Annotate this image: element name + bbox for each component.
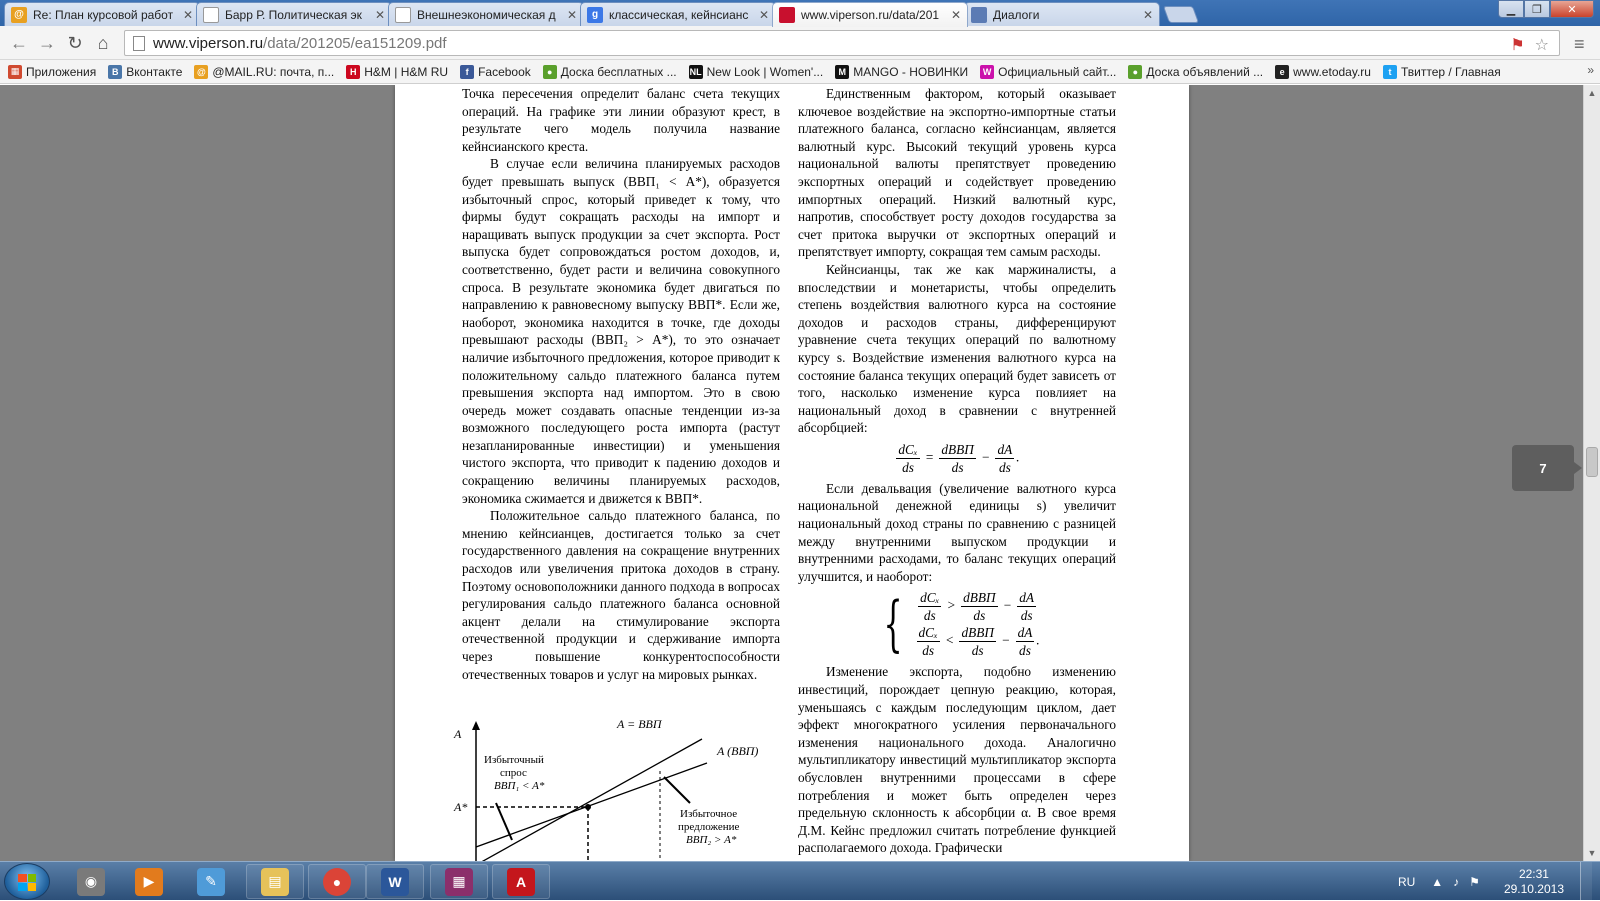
url-host: www.viperson.ru: [153, 34, 264, 52]
bookmark-label: Вконтакте: [126, 64, 183, 79]
label-excess-supply: Избыточное: [680, 808, 738, 820]
taskbar-winrar[interactable]: [430, 864, 488, 899]
bookmark-twitter[interactable]: [1383, 65, 1501, 79]
taskbar-explorer[interactable]: [246, 864, 304, 899]
bookmark-facebook[interactable]: [460, 65, 531, 79]
bookmarks-overflow-icon[interactable]: »: [1587, 63, 1594, 77]
etoday-icon: e: [1275, 65, 1289, 79]
bookmarks-bar: [0, 60, 1600, 84]
bookmark-label: Доска объявлений ...: [1146, 64, 1264, 79]
pdf-viewer: [0, 85, 1600, 861]
equilibrium-point: [585, 804, 591, 810]
formula-denominator: ds: [923, 608, 936, 624]
tab-1[interactable]: [196, 2, 392, 26]
left-column: [462, 85, 780, 683]
bookmark-newlook[interactable]: [689, 65, 824, 79]
formula-numerator: dВВП: [963, 590, 996, 606]
demand-pointer-arrow: [496, 803, 512, 840]
page-number-indicator: 7: [1512, 445, 1574, 491]
paint-icon: ✎: [197, 868, 225, 896]
bookmark-label: H&M | H&M RU: [364, 64, 449, 79]
label-a-of-gdp: A (ВВП): [717, 744, 759, 758]
forward-arrow-icon[interactable]: →: [38, 32, 56, 53]
tab-title: Диалоги: [993, 7, 1040, 22]
mango-icon: M: [835, 65, 849, 79]
bookmark-label: Твиттер / Главная: [1400, 64, 1501, 79]
paragraph: Единственным фактором, который оказывает ключевое воздействие на экспортно-импортные статьи платежного баланса, согласно кейнсианцам, является валютный курс. Высокий текущий уровень курса национальной валюты препятствует проведению экспортных операций и содействует проведению импортных операций. Низкий валютный курс, напротив, способствует росту доходов государства за счет притока выручки от экспортных операций и препятствует импорту, сокращая тем самым расходы.: [798, 86, 1116, 260]
right-column: [798, 85, 1116, 857]
tab-strip: [0, 0, 1600, 26]
label-excess-supply: предложение: [678, 821, 740, 833]
pdf-page: [395, 85, 1189, 861]
mailru-icon: @: [194, 65, 208, 79]
tab-close-icon[interactable]: ✕: [182, 7, 193, 22]
bookmark-label: MANGO - НОВИНКИ: [853, 64, 969, 79]
dialog-favicon-icon: [971, 7, 987, 23]
scroll-down-arrow-icon[interactable]: ▼: [1587, 848, 1597, 858]
translate-flag-icon[interactable]: ⚑: [1510, 37, 1525, 54]
formula-denominator: ds: [973, 608, 986, 624]
itunes-icon: ◉: [77, 868, 105, 896]
tab-5[interactable]: [964, 2, 1160, 26]
clock-date: 29.10.2013: [1503, 881, 1564, 896]
tab-title: Re: План курсовой работ: [33, 7, 174, 22]
formula-period: .: [1036, 632, 1040, 648]
new-tab-button[interactable]: [1163, 6, 1199, 23]
avito-icon: ●: [1128, 65, 1142, 79]
tab-2[interactable]: [388, 2, 584, 26]
formula-period: .: [1016, 449, 1020, 465]
address-bar[interactable]: [124, 30, 1560, 56]
windows-logo-icon: [18, 874, 36, 891]
clock[interactable]: [1504, 867, 1564, 897]
tab-title: классическая, кейнсианс: [609, 7, 749, 22]
bookmark-official[interactable]: [980, 65, 1116, 79]
formula-system: [798, 589, 1116, 659]
home-icon[interactable]: ⌂: [97, 32, 109, 53]
google-favicon-icon: g: [587, 7, 603, 23]
brace-symbol: {: [883, 589, 903, 660]
tab-title: Барр Р. Политическая эк: [225, 7, 362, 22]
bookmark-apps[interactable]: [8, 65, 96, 79]
label-excess-demand: Избыточный: [484, 754, 544, 766]
formula-numerator: dA: [1019, 590, 1035, 606]
acrobat-icon: A: [507, 868, 535, 896]
omnibox-actions: [1510, 35, 1549, 55]
formula-numerator: dВВП: [941, 441, 974, 457]
vk-icon: B: [108, 65, 122, 79]
close-window-button[interactable]: ✕: [1550, 0, 1594, 18]
windows-taskbar: [0, 861, 1600, 900]
formula-operator: −: [1002, 597, 1012, 613]
bookmark-label: New Look | Women'...: [706, 64, 824, 79]
hm-icon: H: [346, 65, 360, 79]
bookmark-label: Доска бесплатных ...: [560, 64, 677, 79]
media-player-icon: ▶: [135, 868, 163, 896]
window-controls: [1498, 0, 1594, 18]
bookmark-label: Официальный сайт...: [998, 64, 1117, 79]
bookmark-board[interactable]: [1128, 65, 1263, 79]
clock-time: 22:31: [1518, 866, 1549, 881]
paragraph: Положительное сальдо платежного баланса, по мнению кейнсианцев, достигается только за счет государственного давления на сокращение внутренних расходов или увеличения притока доходов в страну. Поэтому основоположники данного подхода в вопросах регулирования сальдо платежного баланса основной акцент делали на стимулирование экспорта отечественной продукции и сдерживание импорта через повышение конкурентоспособности отечественных товаров и услуг на мировых рынках.: [462, 508, 780, 682]
page-icon: [133, 36, 145, 51]
reload-icon[interactable]: ↻: [67, 32, 83, 53]
formula-numerator: dCₓ: [920, 590, 940, 606]
bookmark-label: Приложения: [26, 64, 97, 79]
action-center-flag-icon[interactable]: ⚑: [1469, 874, 1480, 889]
bookmark-avito[interactable]: [543, 65, 677, 79]
winrar-icon: ▦: [445, 868, 473, 896]
formula-numerator: dA: [1017, 625, 1033, 641]
taskbar-media-player[interactable]: [120, 864, 178, 899]
label-excess-supply-condition: ВВП₂ > A*: [686, 834, 737, 846]
taskbar-chrome[interactable]: [308, 864, 366, 899]
label-excess-demand-condition: ВВП₁ < A*: [494, 780, 545, 792]
bookmark-etoday[interactable]: [1275, 65, 1371, 79]
tab-close-icon[interactable]: ✕: [374, 7, 385, 22]
show-desktop-button[interactable]: [1580, 862, 1592, 901]
tray-expand-icon[interactable]: ▲: [1431, 874, 1444, 889]
formula-denominator: ds: [998, 459, 1011, 475]
formula-denominator: ds: [951, 459, 964, 475]
start-button[interactable]: [4, 863, 50, 900]
viperson-favicon-icon: [779, 7, 795, 23]
document-favicon-icon: [395, 7, 411, 23]
url-path: /data/201205/ea151209.pdf: [263, 34, 447, 52]
facebook-icon: f: [460, 65, 474, 79]
formula-denominator: ds: [1019, 643, 1031, 659]
formula-operator: =: [925, 449, 935, 465]
paragraph: Изменение экспорта, подобно изменению инвестиций, порождает цепную реакцию, которая, уменьшаясь с каждым последующим циклом, дает эффект многократного усиления первоначального изменения национального дохода. Аналогично мультипликатору инвестиций мультипликатор экспорта обусловлен внутренними процессами в сфере потребления и может быть определен через предельную склонность к абсорбции α. В свое время Д.М. Кейнс предложил считать потребление функцией располагаемого дохода. Графически: [798, 664, 1116, 856]
tab-title: www.viperson.ru/data/201: [801, 8, 940, 22]
axis-label-astar: A*: [454, 800, 468, 814]
supply-pointer-arrow: [664, 777, 690, 803]
tab-close-icon[interactable]: ✕: [950, 8, 961, 22]
formula-denominator: ds: [902, 459, 914, 475]
avito-icon: ●: [543, 65, 557, 79]
formula-operator: >: [946, 597, 956, 613]
taskbar-paint[interactable]: [182, 864, 240, 899]
twitter-icon: t: [1383, 65, 1397, 79]
tab-0[interactable]: [4, 2, 200, 26]
formula-current-account: [798, 441, 1116, 476]
formula-operator: −: [1001, 632, 1011, 648]
bookmark-star-icon[interactable]: ☆: [1534, 37, 1549, 54]
document-favicon-icon: [203, 7, 219, 23]
formula-denominator: ds: [922, 643, 935, 659]
tab-3[interactable]: [580, 2, 776, 26]
formula-numerator: dA: [997, 441, 1013, 457]
paragraph: Если девальвация (увеличение валютного курса национальной денежной единицы s) увеличит национальный доход страны по сравнению с разницей между внутренними выпуском продукции и внутренними расходами, то баланс текущих операций улучшится, и наоборот:: [798, 480, 1116, 584]
formula-denominator: ds: [1020, 608, 1033, 624]
minimize-button[interactable]: ▁: [1498, 0, 1524, 18]
tab-title: Внешнеэкономическая д: [417, 7, 556, 22]
formula-operator: <: [945, 632, 955, 648]
system-tray: [1398, 862, 1592, 901]
scrollbar-thumb[interactable]: [1586, 447, 1598, 477]
formula-numerator: dCₓ: [898, 441, 918, 457]
formula-numerator: dВВП: [961, 625, 994, 641]
volume-icon[interactable]: ♪: [1453, 874, 1460, 889]
formula-numerator: dCₓ: [918, 625, 938, 641]
back-arrow-icon[interactable]: ←: [10, 32, 28, 53]
taskbar-itunes[interactable]: [62, 864, 120, 899]
label-excess-demand: спрос: [500, 767, 527, 779]
bookmark-label: www.etoday.ru: [1293, 64, 1371, 79]
bookmark-hm[interactable]: [346, 65, 448, 79]
axis-label-a: A: [454, 727, 462, 741]
scroll-up-arrow-icon[interactable]: ▲: [1587, 88, 1597, 98]
bookmark-mango[interactable]: [835, 65, 968, 79]
bookmark-vk[interactable]: [108, 65, 182, 79]
paragraph: Точка пересечения определит баланс счета текущих операций. На графике эти линии образуют крест, в результате чего модель получила название кейнсианского креста.: [462, 86, 780, 154]
taskbar-acrobat[interactable]: [492, 864, 550, 899]
browser-toolbar: [0, 26, 1600, 60]
tab-4-active[interactable]: [772, 2, 968, 27]
formula-operator: −: [981, 449, 991, 465]
paragraph: Кейнсианцы, так же как маржиналисты, а впоследствии и монетаристы, чтобы определить степень воздействия валютного курса на состояние доходов и расходов страны, дифференцируют уравнение счета текущих операций по валютному курсу s. Воздействие изменения валютного курса на состояние баланса текущих операций будет зависеть от того, насколько изменение курса повлияет на национальный доход в сравнении с внутренней абсорбцией:: [798, 261, 1116, 436]
newlook-icon: NL: [689, 66, 702, 77]
wildberries-icon: W: [980, 65, 994, 79]
tab-close-icon[interactable]: ✕: [566, 7, 577, 22]
formula-denominator: ds: [971, 643, 984, 659]
keynesian-cross-figure: [452, 715, 782, 861]
language-indicator[interactable]: RU: [1397, 874, 1416, 889]
maximize-button[interactable]: ❐: [1524, 0, 1550, 18]
apps-grid-icon: ▦: [8, 65, 22, 79]
word-icon: W: [381, 868, 409, 896]
bookmark-mailru[interactable]: [194, 65, 334, 79]
chrome-menu-icon[interactable]: ≡: [1574, 34, 1585, 54]
label-a-equals-gdp: A = ВВП: [617, 717, 662, 731]
vertical-scrollbar[interactable]: [1583, 85, 1600, 861]
chrome-icon: ●: [323, 868, 351, 896]
mail-favicon-icon: @: [11, 7, 27, 23]
tab-close-icon[interactable]: ✕: [758, 7, 769, 22]
bookmark-label: Facebook: [478, 64, 531, 79]
y-axis-arrow-icon: [472, 721, 480, 730]
bookmark-label: @MAIL.RU: почта, п...: [212, 64, 335, 79]
folder-icon: ▤: [261, 868, 289, 896]
taskbar-word[interactable]: [366, 864, 424, 899]
tab-close-icon[interactable]: ✕: [1142, 7, 1153, 22]
paragraph: В случае если величина планируемых расходов будет превышать выпуск (ВВП₁ < A*), образуется избыточный спрос, который приведет к тому, что фирмы будут сокращать расходы на импорт и наращивать выпуск продукции за счет экспорта. Рост выпуска будет сопровождаться ростом доходов, и, соответственно, будет расти и величина совокупного спроса. В результате экономика будет двигаться по направлению к равновесному выпуску ВВП*. Если же, наоборот, экономика находится в точке, где доходы превышают расходы (ВВП₂ > A*), то это означает наличие избыточного предложения, которое приводит к положительному сальдо платежного баланса путем превышения экспорта над импортом. Это в свою очередь может создавать опасные тенденции из-за возможного последующего роста импорта (растут незапланированные инвестиции) и уменьшения чистого экспорта, что приводит к падению доходов и сокращению величины планируемых расходов, экономика сжимается и движется к ВВП*.: [462, 156, 780, 506]
